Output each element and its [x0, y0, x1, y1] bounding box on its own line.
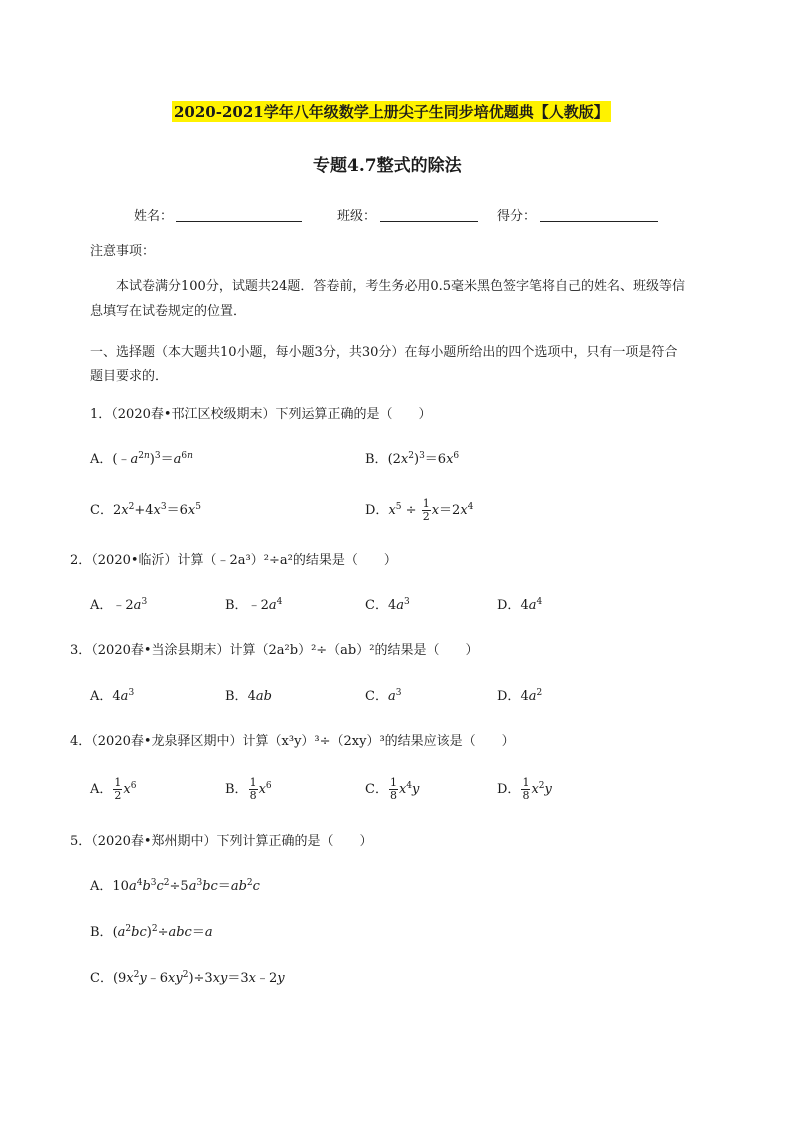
notice-line-2: 息填写在试卷规定的位置．	[90, 304, 247, 319]
question-2-option-a[interactable]: A．$﹣2a^3$	[90, 597, 148, 613]
name-label: 姓名：	[134, 209, 174, 224]
option-label: D．	[497, 598, 521, 613]
question-2-option-b[interactable]: B．$﹣2a^4$	[225, 597, 283, 613]
option-label: C．	[90, 971, 113, 986]
name-field[interactable]	[176, 220, 302, 222]
question-1-option-c[interactable]: C．$2x^2+4x^3=6x^5$	[90, 502, 201, 518]
question-3-option-d[interactable]: D．$4a^2$	[497, 688, 543, 704]
option-label: B．	[365, 452, 388, 467]
score-label: 得分：	[497, 209, 537, 224]
question-4-option-b[interactable]: B． $\frac{1}{8}$ $x^6$	[225, 776, 272, 802]
option-label: B．	[90, 925, 113, 940]
question-3-option-c[interactable]: C．$a^3$	[365, 688, 402, 704]
option-label: C．	[365, 782, 388, 797]
notice-line-1: 本试卷满分100分，试题共24题．答卷前，考生务必用0.5毫米黑色签字笔将自己的姓名、班级等信	[116, 279, 686, 294]
question-4-option-a[interactable]: A． $\frac{1}{2}$ $x^6$	[90, 776, 137, 802]
option-label: C．	[90, 503, 113, 518]
question-2-option-c[interactable]: C．$4a^3$	[365, 597, 410, 613]
class-field[interactable]	[380, 220, 478, 222]
section-heading-line-1: 一、选择题（本大题共10小题，每小题3分，共30分）在每小题所给出的四个选项中，只有一项是符合	[90, 345, 678, 360]
question-5-option-b[interactable]: B．$(a^2bc)^2\div abc=a$	[90, 924, 213, 940]
header-banner: 2020-2021学年八年级数学上册尖子生同步培优题典【人教版】	[174, 103, 609, 121]
question-4-option-c[interactable]: C． $\frac{1}{8}$ $x^4y$	[365, 776, 420, 802]
score-field[interactable]	[540, 220, 658, 222]
option-label: B．	[225, 782, 248, 797]
option-label: A．	[90, 879, 113, 894]
question-1-stem: 1．（2020春•邗江区校级期末）下列运算正确的是（ ）	[90, 407, 432, 422]
class-label: 班级：	[337, 209, 377, 224]
question-3-option-a[interactable]: A．$4a^3$	[90, 688, 135, 704]
question-2-option-d[interactable]: D．$4a^4$	[497, 597, 543, 613]
option-label: D．	[365, 503, 389, 518]
option-label: A．	[90, 782, 113, 797]
option-label: A．	[90, 452, 113, 467]
question-2-stem: 2．（2020•临沂）计算（﹣2a³）²÷a²的结果是（ ）	[70, 553, 397, 568]
page-title: 专题4.7整式的除法	[313, 156, 462, 176]
option-label: A．	[90, 689, 113, 704]
question-5-option-a[interactable]: A．$10a^4b^3c^2\div 5a^3bc=ab^2c$	[90, 878, 260, 894]
question-4-stem: 4．（2020春•龙泉驿区期中）计算（x³y）³÷（2xy）³的结果应该是（ ）	[70, 734, 515, 749]
option-label: D．	[497, 782, 521, 797]
notice-heading: 注意事项：	[90, 244, 156, 259]
option-label: C．	[365, 689, 388, 704]
question-1-option-a[interactable]: A．$(﹣a^{2n})^3=a^{6n}$	[90, 451, 193, 467]
question-1-option-b[interactable]: B．$(2x^2)^3=6x^6$	[365, 451, 460, 467]
question-3-option-b[interactable]: B．4ab	[225, 689, 272, 704]
option-label: B．	[225, 598, 248, 613]
option-label: D．	[497, 689, 521, 704]
question-1-option-d[interactable]: D．$x^5$ ÷ $\frac{1}{2}$ $x=2x^4$	[365, 497, 474, 523]
section-heading-line-2: 题目要求的．	[90, 369, 169, 384]
question-4-option-d[interactable]: D． $\frac{1}{8}$ $x^2y$	[497, 776, 552, 802]
question-5-stem: 5．（2020春•郑州期中）下列计算正确的是（ ）	[70, 834, 373, 849]
option-label: B．	[225, 689, 248, 704]
option-label: C．	[365, 598, 388, 613]
option-label: A．	[90, 598, 113, 613]
question-3-stem: 3．（2020春•当涂县期末）计算（2a²b）²÷（ab）²的结果是（ ）	[70, 643, 479, 658]
question-5-option-c[interactable]: C．$(9x^2y﹣6xy^2)\div 3xy=3x﹣2y$	[90, 970, 285, 986]
